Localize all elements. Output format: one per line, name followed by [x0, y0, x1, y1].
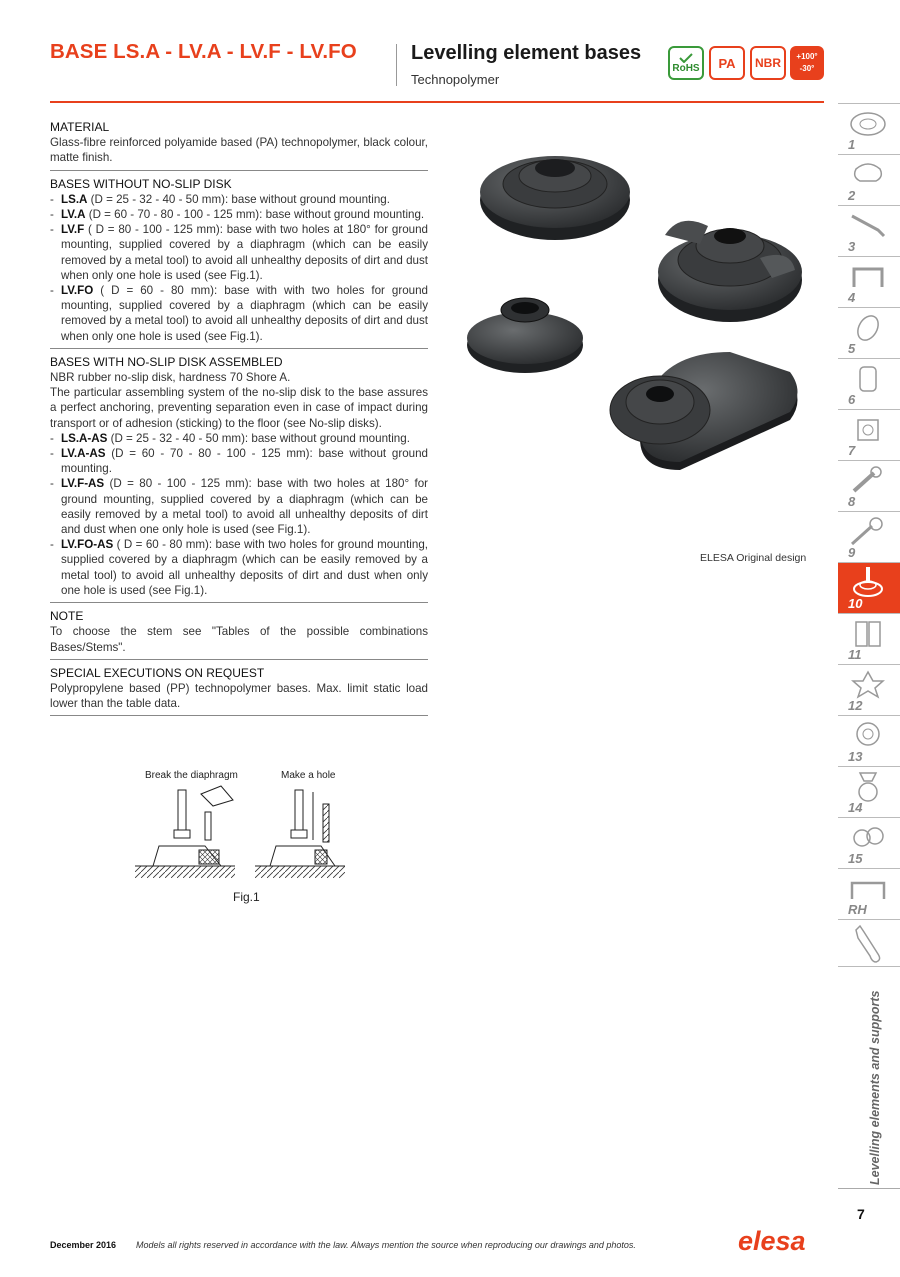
temp-min: -30°: [799, 64, 815, 73]
special-section: [50, 666, 428, 717]
stainless-handle-icon: [848, 873, 888, 905]
pa-badge: PA: [709, 46, 745, 80]
sidebar-section-label: Levelling elements and supports: [838, 966, 900, 1186]
note-section: [50, 609, 428, 660]
photo-credit: ELESA Original design: [700, 552, 807, 564]
list-item: - LV.A (D = 60 - 70 - 80 - 100 - 125 mm): base without ground mounting.: [50, 207, 428, 222]
indicator-icon: [848, 414, 888, 446]
list-item: - LV.FO ( D = 60 - 80 mm): base with with two holes for ground mounting, supplied covered by a diaphragm (which can be easily removed by a metal tool) to avoid all unhealthy deposits of dirt and dust when only one hole is used (see Fig.1).: [50, 283, 428, 344]
sidebar-tab-tools[interactable]: [838, 919, 900, 970]
fig-1-drawing: [135, 768, 345, 908]
wrench-icon: [848, 924, 888, 964]
page-title: Levelling element bases: [411, 42, 642, 64]
diaphragm-diagram: [135, 782, 345, 902]
list-item: - LV.FO-AS ( D = 60 - 80 mm): base with two holes for ground mounting, supplied covered by a diaphragm (which can be easily removed by a metal tool) to avoid all unhealthy deposits of dirt and dust when only one hole is used (see Fig.1).: [50, 537, 428, 598]
temp-max: +100°: [796, 52, 818, 61]
product-photos: [460, 140, 830, 490]
special-title: SPECIAL EXECUTIONS ON REQUEST: [50, 665, 265, 680]
sidebar-tab-11[interactable]: 11: [838, 613, 900, 664]
page-number: 7: [857, 1206, 865, 1222]
fig-1-caption: Fig.1: [233, 890, 260, 904]
plunger-icon: [848, 465, 888, 497]
rohs-badge-label: RoHS: [672, 62, 700, 74]
handle-icon: [848, 261, 888, 293]
plug-icon: [848, 720, 888, 752]
sidebar-rule: [838, 1188, 900, 1189]
footer-date: December 2016: [50, 1240, 117, 1250]
with-disk-title: BASES WITH NO-SLIP DISK ASSEMBLED: [50, 354, 283, 369]
note-text: To choose the stem see "Tables of the possible combinations Bases/Stems".: [50, 625, 428, 654]
sidebar-tab-8[interactable]: 8: [838, 460, 900, 511]
logo-text: elesa: [738, 1226, 806, 1256]
lever-icon: [848, 210, 888, 242]
checkmark-icon: [679, 53, 693, 63]
footer-copyright: Models all rights reserved in accordance with the law. Always mention the source when reproducing our drawings and photos.: [136, 1240, 636, 1250]
product-code-title: BASE LS.A - LV.A - LV.F - LV.FO: [50, 40, 357, 63]
nbr-badge: NBR: [750, 46, 786, 80]
list-item: - LS.A (D = 25 - 32 - 40 - 50 mm): base without ground mounting.: [50, 192, 428, 207]
castor-icon: [848, 771, 888, 803]
material-text: Glass-fibre reinforced polyamide based (PA) technopolymer, black colour, matte finish.: [50, 136, 428, 165]
page-subtitle: Technopolymer: [411, 72, 500, 87]
handwheel-icon: [848, 108, 888, 140]
without-disk-title: BASES WITHOUT NO-SLIP DISK: [50, 176, 232, 191]
temperature-badge: [790, 46, 824, 80]
knob-icon: [848, 159, 888, 191]
without-disk-section: [50, 177, 428, 349]
with-disk-section: [50, 355, 428, 603]
with-disk-intro-1: NBR rubber no-slip disk, hardness 70 Shore A.: [50, 371, 291, 385]
sidebar-tab-rh[interactable]: RH: [838, 868, 900, 919]
note-title: NOTE: [50, 609, 84, 624]
list-item: - LV.F ( D = 80 - 100 - 125 mm): base with two holes at 180° for ground mounting, supplied covered by a diaphragm (which can be easily removed by a metal tool) to avoid all unhealthy deposits of dirt and dust when only one hole is used (see Fig.1).: [50, 222, 428, 283]
grip-icon: [848, 312, 888, 344]
sidebar-tab-1[interactable]: 1: [838, 103, 900, 154]
sidebar-tab-9[interactable]: 9: [838, 511, 900, 562]
material-title: MATERIAL: [50, 120, 110, 134]
sidebar-tab-14[interactable]: 14: [838, 766, 900, 817]
fig-label-break: Break the diaphragm: [145, 770, 238, 781]
star-knob-icon: [848, 669, 888, 701]
elesa-logo: [738, 1226, 828, 1256]
sidebar-tab-2[interactable]: 2: [838, 154, 900, 205]
material-section: [50, 120, 428, 171]
levelling-bases-photo: [460, 140, 830, 490]
sidebar-tab-4[interactable]: 4: [838, 256, 900, 307]
levelling-element-icon: [848, 567, 888, 599]
sidebar-tab-12[interactable]: 12: [838, 664, 900, 715]
sidebar-tab-6[interactable]: 6: [838, 358, 900, 409]
rohs-badge: [668, 46, 704, 80]
sidebar-tab-15[interactable]: 15: [838, 817, 900, 868]
list-item: - LV.A-AS (D = 60 - 70 - 80 - 100 - 125 mm): base without ground mounting.: [50, 446, 428, 476]
sidebar-tab-5[interactable]: 5: [838, 307, 900, 358]
sidebar-tab-10[interactable]: 10: [838, 562, 900, 613]
description-column: [50, 120, 428, 722]
sidebar-tab-13[interactable]: 13: [838, 715, 900, 766]
header-rule: [50, 101, 824, 103]
fig-label-hole: Make a hole: [281, 770, 336, 781]
clamp-icon: [848, 516, 888, 548]
list-item: - LV.F-AS (D = 80 - 100 - 125 mm): base with two holes at 180° for ground mounting, supplied covered by a diaphragm (which can be easily removed by a metal tool) to avoid all unhealthy deposits of dirt and dust when one only hole is used (see Fig.1).: [50, 476, 428, 537]
tube-clamp-icon: [848, 822, 888, 854]
cylindrical-knob-icon: [848, 363, 888, 395]
with-disk-intro-2: The particular assembling system of the no-slip disk to the base assures a perfect anchoring, preventing separation even in case of impact during transport or of adhesion (sticking) to the floor (see No-slip disks).: [50, 386, 428, 430]
list-item: - LS.A-AS (D = 25 - 32 - 40 - 50 mm): base without ground mounting.: [50, 431, 428, 446]
header-separator: [396, 44, 397, 86]
sidebar-tab-7[interactable]: 7: [838, 409, 900, 460]
hinge-icon: [848, 618, 888, 650]
special-text: Polypropylene based (PP) technopolymer bases. Max. limit static load lower than the table data.: [50, 681, 428, 711]
sidebar-tab-3[interactable]: 3: [838, 205, 900, 256]
